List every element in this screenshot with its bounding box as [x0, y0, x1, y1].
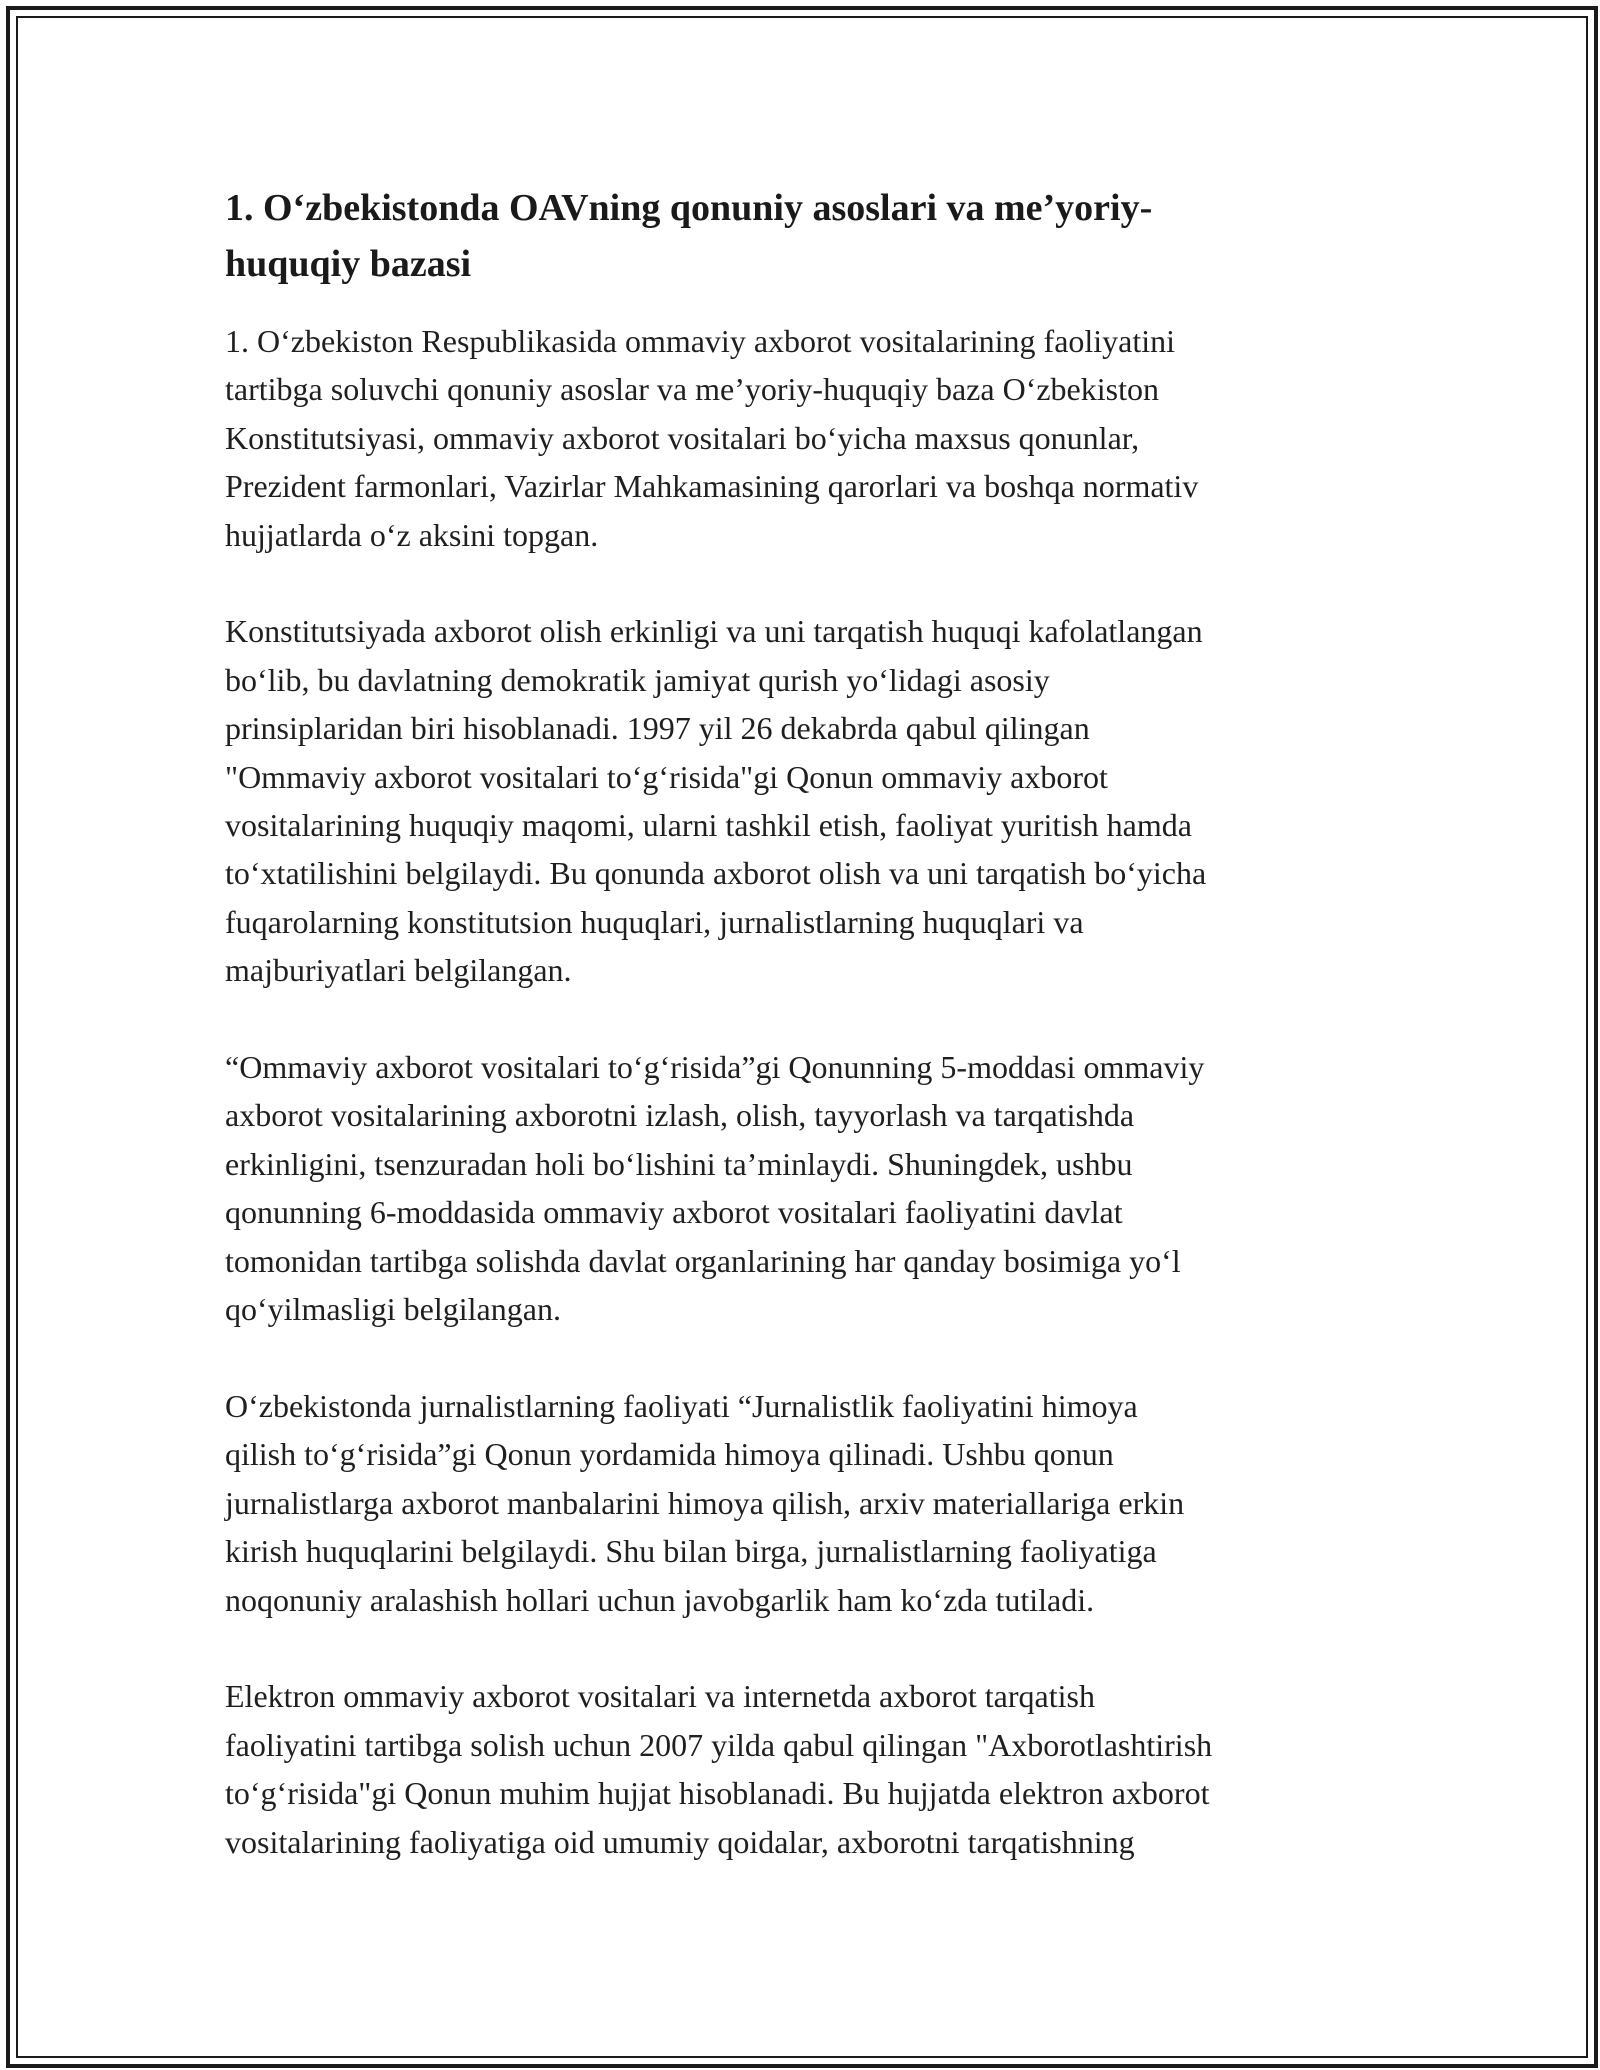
text-line: jurnalistlarga axborot manbalarini himoya qilish, arxiv materiallariga erkin	[225, 1484, 1185, 1521]
text-line: majburiyatlari belgilangan.	[225, 952, 572, 989]
text-line: tomonidan tartibga solishda davlat organlarining har qanday bosimiga yo‘l	[225, 1242, 1181, 1279]
text-line: Prezident farmonlari, Vazirlar Mahkamasining qarorlari va boshqa normativ	[225, 468, 1199, 505]
text-line: qonunning 6-moddasida ommaviy axborot vositalari faoliyatini davlat	[225, 1194, 1123, 1231]
text-line: erkinligini, tsenzuradan holi bo‘lishini ta’minlaydi. Shuningdek, ushbu	[225, 1145, 1133, 1182]
text-line: to‘xtatilishini belgilaydi. Bu qonunda axborot olish va uni tarqatish bo‘yicha	[225, 855, 1207, 892]
paragraph-3	[225, 1043, 1395, 1333]
title-line: 1. O‘zbekistonda OAVning qonuniy asoslari va me’yoriy-	[225, 187, 1153, 229]
text-line: qilish to‘g‘risida”gi Qonun yordamida himoya qilinadi. Ushbu qonun	[225, 1436, 1114, 1473]
text-line: vositalarining faoliyatiga oid umumiy qoidalar, axborotni tarqatishning	[225, 1823, 1135, 1860]
text-line: Konstitutsiyasi, ommaviy axborot vositalari bo‘yicha maxsus qonunlar,	[225, 419, 1140, 456]
text-line: qo‘yilmasligi belgilangan.	[225, 1291, 561, 1328]
text-line: faoliyatini tartibga solish uchun 2007 yilda qabul qilingan "Axborotlashtirish	[225, 1726, 1213, 1763]
text-line: O‘zbekistonda jurnalistlarning faoliyati “Jurnalistlik faoliyatini himoya	[225, 1387, 1138, 1424]
text-line: bo‘lib, bu davlatning demokratik jamiyat qurish yo‘lidagi asosiy	[225, 661, 1050, 698]
text-line: hujjatlarda o‘z aksini topgan.	[225, 516, 599, 553]
text-line: fuqarolarning konstitutsion huquqlari, jurnalistlarning huquqlari va	[225, 903, 1084, 940]
text-line: tartibga soluvchi qonuniy asoslar va me’yoriy-huquqiy baza O‘zbekiston	[225, 371, 1159, 408]
text-line: prinsiplaridan biri hisoblanadi. 1997 yil 26 dekabrda qabul qilingan	[225, 710, 1090, 747]
document-content	[225, 180, 1395, 1866]
paragraph-1	[225, 317, 1395, 559]
text-line: “Ommaviy axborot vositalari to‘g‘risida”gi Qonunning 5-moddasi ommaviy	[225, 1049, 1205, 1086]
text-line: 1. O‘zbekiston Respublikasida ommaviy axborot vositalarining faoliyatini	[225, 323, 1176, 359]
text-line: axborot vositalarining axborotni izlash, olish, tayyorlash va tarqatishda	[225, 1097, 1135, 1134]
title-line: huquqiy bazasi	[225, 243, 472, 285]
text-line: Elektron ommaviy axborot vositalari va internetda axborot tarqatish	[225, 1678, 1095, 1715]
paragraph-4	[225, 1382, 1395, 1624]
text-line: kirish huquqlarini belgilaydi. Shu bilan birga, jurnalistlarning faoliyatiga	[225, 1533, 1157, 1570]
text-line: to‘g‘risida"gi Qonun muhim hujjat hisoblanadi. Bu hujjatda elektron axborot	[225, 1775, 1210, 1812]
text-line: vositalarining huquqiy maqomi, ularni tashkil etish, faoliyat yuritish hamda	[225, 807, 1192, 844]
paragraph-5	[225, 1672, 1395, 1866]
document-title	[225, 180, 1395, 292]
text-line: "Ommaviy axborot vositalari to‘g‘risida"gi Qonun ommaviy axborot	[225, 758, 1108, 795]
text-line: noqonuniy aralashish hollari uchun javobgarlik ham ko‘zda tutiladi.	[225, 1581, 1095, 1618]
text-line: Konstitutsiyada axborot olish erkinligi va uni tarqatish huquqi kafolatlangan	[225, 613, 1203, 650]
paragraph-2	[225, 607, 1395, 994]
